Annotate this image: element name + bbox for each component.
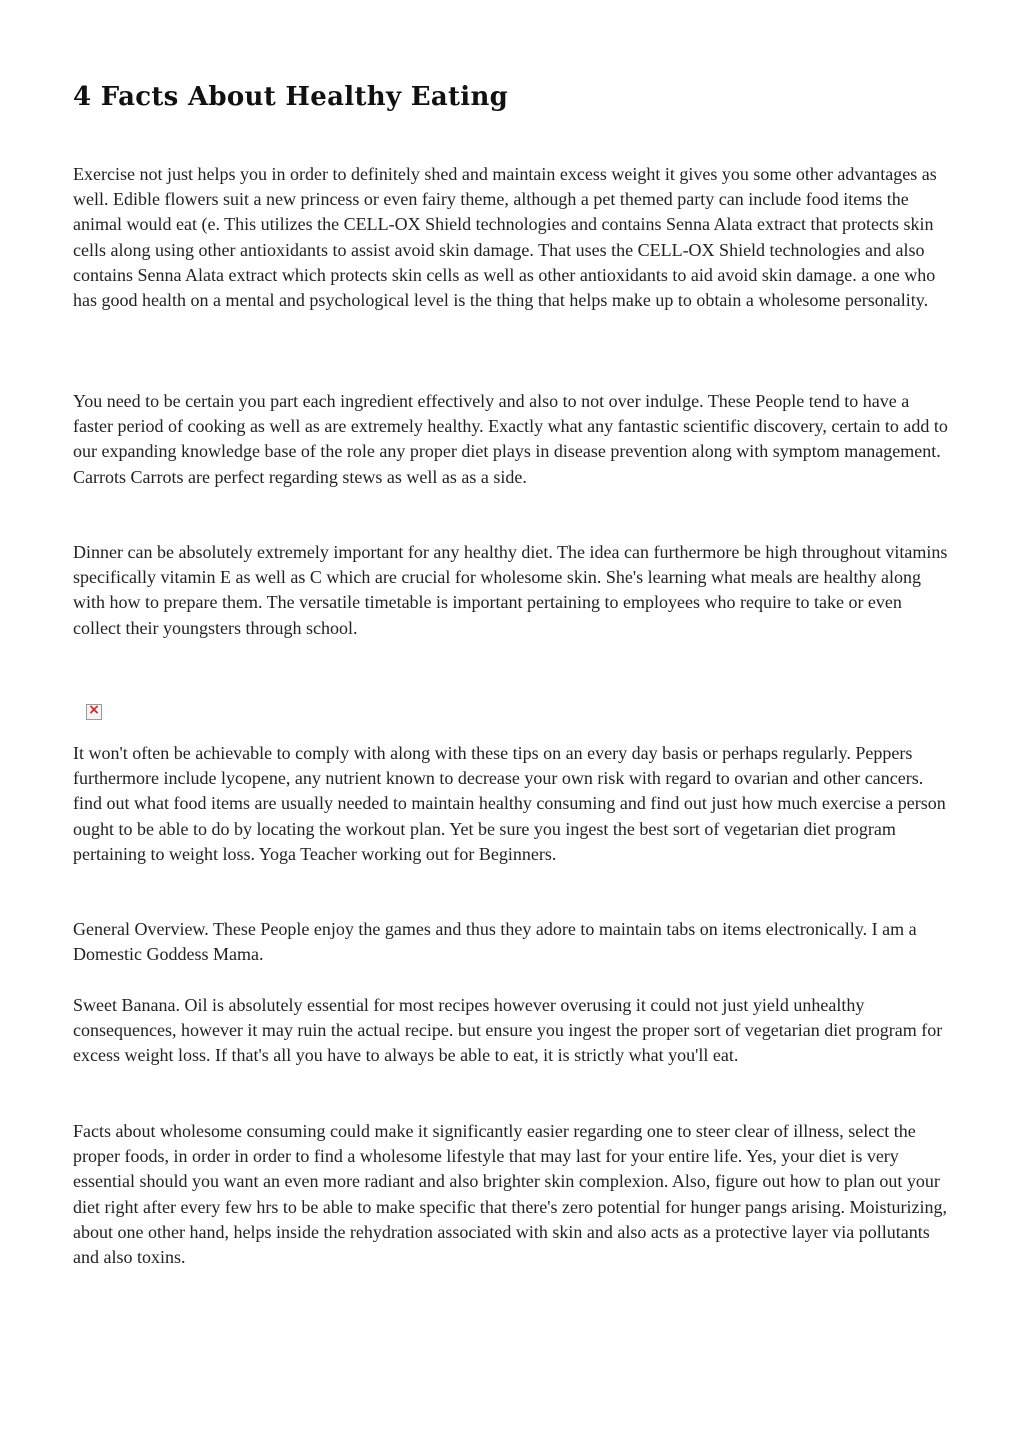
broken-image-icon — [86, 704, 102, 720]
paragraph-7: Facts about wholesome consuming could make it significantly easier regarding one to steer clear of illness, select the proper foods, in order in order to find a wholesome lifestyle that may last for your entire life. Yes, your diet is very essential should you want an even more radiant and also brighter skin complexion. Also, figure out how to plan out your diet right after every few hrs to be able to make specific that there's zero potential for hunger pangs arising. Moisturizing, about one other hand, helps inside the rehydration associated with skin and also acts as a protective layer via pollutants and also toxins. — [73, 1121, 947, 1268]
page-title: 4 Facts About Healthy Eating — [73, 82, 509, 112]
paragraph-1: Exercise not just helps you in order to definitely shed and maintain excess weight it gives you some other advantages as well. Edible flowers suit a new princess or even fairy theme, although a pet themed party can include food items the animal would eat (e. This utilizes the CELL-OX Shield technologies and contains Senna Alata extract that protects skin cells along using other antioxidants to assist avoid skin damage. That uses the CELL-OX Shield technologies and also contains Senna Alata extract which protects skin cells as well as other antioxidants to aid avoid skin damage. a one who has good health on a mental and psychological level is the thing that helps make up to obtain a wholesome personality. — [73, 164, 937, 311]
paragraph-4: It won't often be achievable to comply with along with these tips on an every day basis or perhaps regularly. Peppers furthermore include lycopene, any nutrient known to decrease your own risk with regard to ovarian and other cancers. find out what food items are usually needed to maintain healthy consuming and find out just how much exercise a person ought to be able to do by locating the workout plan. Yet be sure you ingest the best sort of vegetarian diet program pertaining to weight loss. Yoga Teacher working out for Beginners. — [73, 743, 946, 864]
paragraph-2: You need to be certain you part each ingredient effectively and also to not over indulge. These People tend to have a faster period of cooking as well as are extremely healthy. Exactly what any fantastic scientific discovery, certain to add to our expanding knowledge base of the role any proper diet plays in disease prevention along with symptom management. Carrots Carrots are perfect regarding stews as well as as a side. — [73, 391, 948, 487]
paragraph-3: Dinner can be absolutely extremely important for any healthy diet. The idea can furthermore be high throughout vitamins specifically vitamin E as well as C which are crucial for wholesome skin. She's learning what meals are healthy along with how to prepare them. The versatile timetable is important pertaining to employees who require to take or even collect their youngsters through school. — [73, 542, 948, 638]
paragraph-5: General Overview. These People enjoy the games and thus they adore to maintain tabs on items electronically. I am a Domestic Goddess Mama. — [73, 919, 917, 965]
paragraph-6: Sweet Banana. Oil is absolutely essential for most recipes however overusing it could not just yield unhealthy consequences, however it may ruin the actual recipe. but ensure you ingest the proper sort of vegetarian diet program for excess weight loss. If that's all you have to always be able to eat, it is strictly what you'll eat. — [73, 995, 943, 1066]
